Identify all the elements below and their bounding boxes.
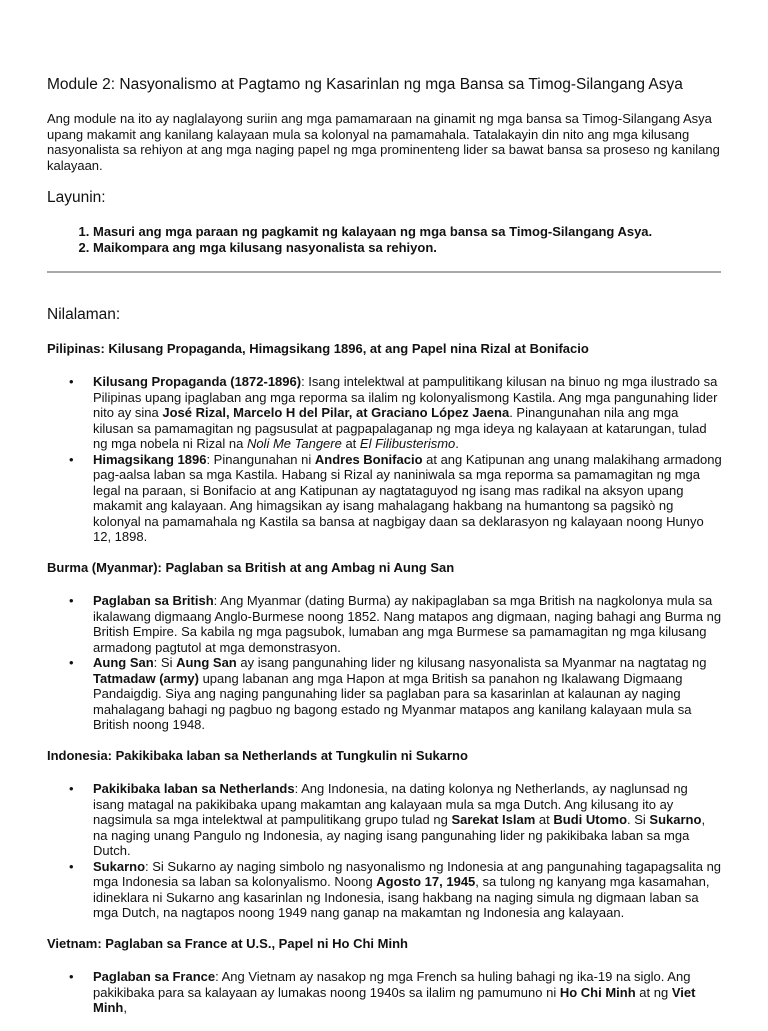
bold-term: Ho Chi Minh — [559, 984, 636, 1000]
text-run: at ng — [635, 984, 672, 1000]
text-run: , na naging unang Pangulo ng Indonesia, ay naging isang pangunahing lider ng pakikibaka laban sa mga Dutch. — [93, 812, 706, 858]
objectives-heading: Layunin: — [47, 189, 106, 206]
text-run: . Pinangunahan nila ang mga kilusan sa pamamagitan ng pagsusulat at pagpapalaganap ng mga ideya ng kalayaan at katarungan, tulad ng mga nobela ni Rizal na — [93, 405, 707, 451]
text-run: at — [341, 436, 360, 451]
topic-item — [93, 452, 722, 545]
section-heading: Indonesia: Pakikibaka laban sa Netherlands at Tungkulin ni Sukarno — [47, 747, 468, 763]
topic-list — [47, 593, 722, 733]
text-run: at ang Katipunan ang unang malakihang armadong pag-aalsa laban sa mga Kastila. Habang si Rizal ay naniniwala sa mga reporma sa pamamagitan ng mga legal na paraan, si Bonifacio at ang Katipunan ay nagtataguyod ng isang mas radikal na aksyon upang makamit ang kalayaan. Ang himagsikan ay isang mahalagang hakbang na humantong sa pagsikò ng kolonyal na pamamahala ng Kastila sa bansa at nagbigay daan sa deklarasyon ng kalayaan noong Hunyo 12, 1898. — [93, 451, 722, 544]
section-heading: Vietnam: Paglaban sa France at U.S., Papel ni Ho Chi Minh — [47, 935, 408, 951]
topic-item — [93, 374, 722, 452]
text-run: ay isang pangunahing lider ng kilusang nasyonalista sa Myanmar na nagtatag ng — [236, 655, 707, 670]
text-run: : Ang Myanmar (dating Burma) ay nakipaglaban sa mga British na nagkolonya mula sa ikalawang digmaang Anglo-Burmese noong 1852. Nang matapos ang digmaan, naging bahagi ang Burma ng British Empire. Sa kabila ng mga pagsubok, lumaban ang mga Burmese sa pamamagitan ng mga kilusang armadong pagtutol at mga demonstrasyon. — [93, 593, 722, 655]
text-run: : Pinangunahan ni — [206, 451, 315, 467]
objective-item: 1. Masuri ang mga paraan ng pagkamit ng kalayaan ng mga bansa sa Timog-Silangang Asya. — [93, 224, 728, 240]
text-run: : Si Sukarno ay naging simbolo ng nasyonalismo ng Indonesia at ang pangunahing tagapagsalita ng mga Indonesia sa laban sa kolonyalismo. Noong — [93, 858, 722, 889]
content-area — [47, 307, 722, 1031]
topic-list — [47, 781, 722, 921]
bold-term: Pakikibaka laban sa Netherlands — [93, 781, 295, 796]
objectives-list — [47, 224, 728, 255]
bold-term: Paglaban sa British — [93, 593, 214, 608]
bold-term: Aung San — [176, 655, 237, 670]
bold-term: Sarekat Islam — [451, 812, 536, 827]
topic-item — [93, 781, 722, 859]
bold-term: Himagsikang 1896 — [93, 451, 207, 467]
bold-term: Sukarno — [649, 812, 702, 827]
topic-list — [47, 969, 722, 1016]
bold-term: Tatmadaw (army) — [93, 670, 199, 686]
text-run: : Si — [153, 655, 177, 670]
bold-term: Andres Bonifacio — [314, 451, 423, 467]
section-divider — [47, 271, 721, 273]
intro-paragraph: Ang module na ito ay naglalayong suriin ang mga pamamaraan na ginamit ng mga bansa sa Timog-Silangang Asya upang makamit ang kanilang kalayaan mula sa kolonyal na pamamahala. Tatalakayin din nito ang mga kilusang nasyonalista sa rehiyon at ang mga naging papel ng mga prominenteng lider sa bawat bansa sa proseso ng kanilang kalayaan. — [47, 111, 720, 173]
section-heading: Pilipinas: Kilusang Propaganda, Himagsikang 1896, at ang Papel nina Rizal at Bonifacio — [47, 340, 589, 356]
text-run: at — [535, 812, 554, 827]
text-run: . — [455, 436, 459, 451]
text-run: : Ang Vietnam ay nasakop ng mga French sa huling bahagi ng ika-19 na siglo. Ang pakikibaka para sa kalayaan ay lumakas noong 1940s sa ilalim ng pamumuno ni — [93, 969, 691, 1000]
bold-term: Kilusang Propaganda (1872-1896) — [93, 374, 302, 389]
text-run: , — [123, 1000, 127, 1015]
bold-term: José Rizal, Marcelo H del Pilar, at Graciano López Jaena — [162, 405, 510, 420]
bold-term: Aung San — [93, 655, 154, 670]
module-title: Module 2: Nasyonalismo at Pagtamo ng Kasarinlan ng mga Bansa sa Timog-Silangang Asya — [47, 76, 683, 93]
section-heading: Burma (Myanmar): Paglaban sa British at ang Ambag ni Aung San — [47, 559, 455, 575]
text-run: : Ang Indonesia, na dating kolonya ng Netherlands, ay naglunsad ng isang matagal na pakikibaka upang makamtan ang kalayaan mula sa mga Dutch. Ang kilusang ito ay nagsimula sa mga intelektwal at pampulitikang grupo tulad ng — [93, 781, 688, 827]
bold-term: Sukarno — [93, 858, 146, 874]
italic-title: Noli Me Tangere — [246, 436, 342, 451]
text-run: upang labanan ang mga Hapon at mga British sa panahon ng Ikalawang Digmaang Pandaigdig. Siya ang naging pangunahing lider sa paglaban para sa kasarinlan at kalaunan ay naging mahalagang bahagi ng pagbuo ng bagong estado ng Myanmar matapos ang kanilang kalayaan mula sa British noong 1948. — [93, 670, 692, 732]
italic-title: El Filibusterismo — [359, 436, 456, 451]
bold-term: Agosto 17, 1945 — [376, 874, 476, 889]
text-run: , sa tulong ng kanyang mga kasamahan, idineklara ni Sukarno ang kasarinlan ng Indonesia, isang hakbang na naging simula ng digmaan laban sa mga Dutch, na nagtapos noong 1949 nang ganap na makamtan ng Indonesia ang kalayaan. — [93, 874, 710, 920]
topic-item — [93, 655, 722, 733]
text-run: . Si — [627, 812, 650, 827]
bold-term: Paglaban sa France — [93, 969, 216, 984]
bold-term: Budi Utomo — [553, 812, 628, 827]
topic-item — [93, 593, 722, 655]
objective-item: 2. Maikompara ang mga kilusang nasyonalista sa rehiyon. — [93, 240, 728, 256]
content-heading: Nilalaman: — [47, 306, 121, 323]
topic-item — [93, 969, 722, 1016]
sections-container — [47, 341, 722, 1016]
topic-list — [47, 374, 722, 545]
bold-term: Viet Minh — [93, 984, 696, 1015]
topic-item — [93, 859, 722, 921]
text-run: : Isang intelektwal at pampulitikang kilusan na binuo ng mga ilustrado sa Pilipinas upang ipaglaban ang mga reporma sa ilalim ng kolonyalismong Kastila. Ang mga pangunahing lider nito ay sina — [93, 374, 718, 420]
